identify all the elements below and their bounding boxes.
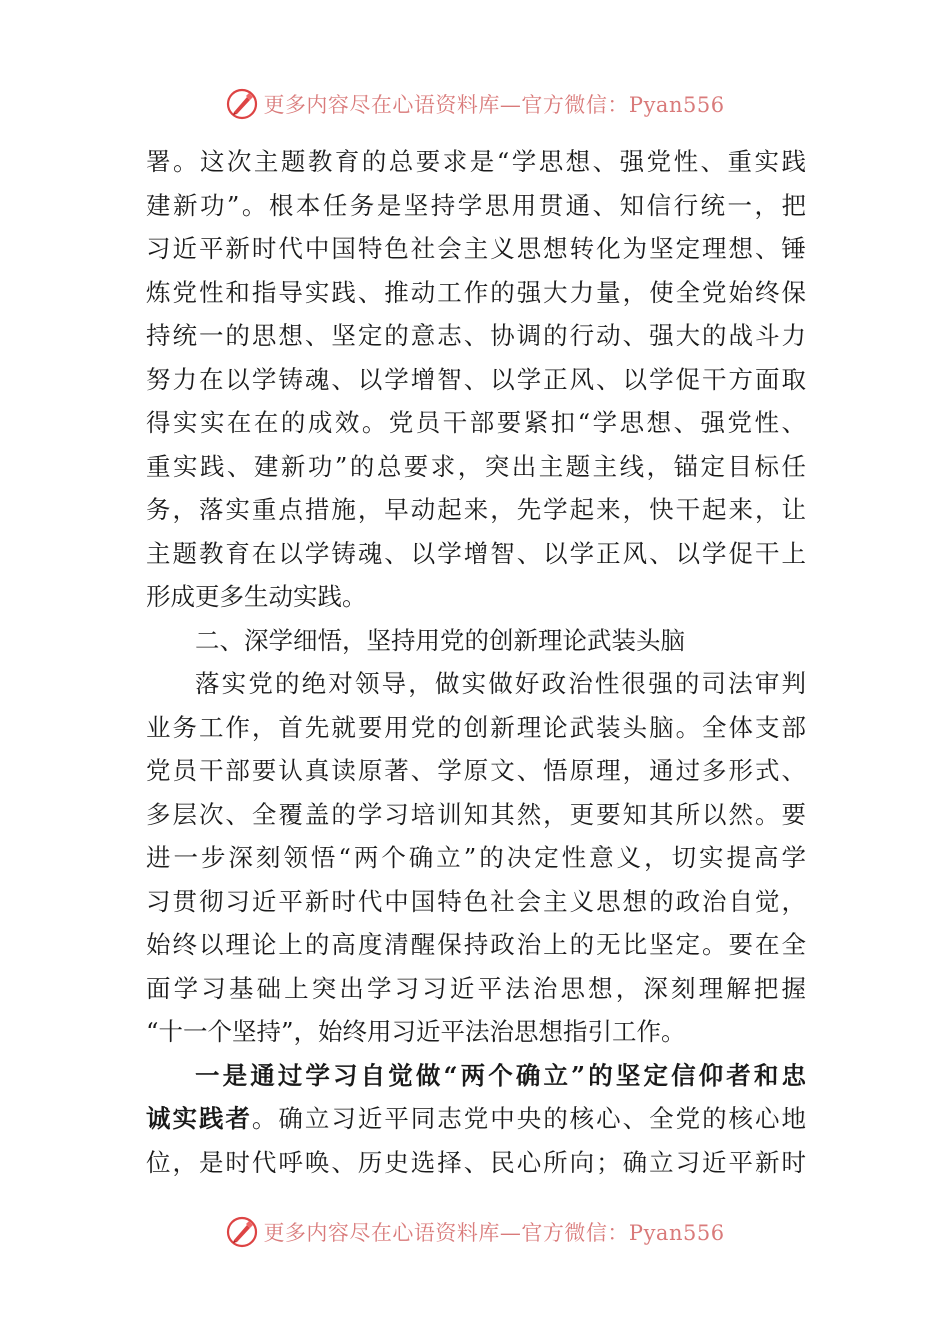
section-heading: 二、深学细悟，坚持用党的创新理论武装头脑 (195, 625, 685, 655)
bold-lead-line: 一是通过学习自觉做“两个确立”的坚定信仰者和忠 (195, 1060, 806, 1090)
text-line: 位，是时代呼唤、历史选择、民心所向；确立习近平新时 (146, 1147, 806, 1177)
footer-banner (0, 1212, 950, 1252)
header-banner (0, 84, 950, 124)
bold-lead-text: 诚实践者 (146, 1104, 252, 1133)
text-line: 建新功”。根本任务是坚持学思用贯通、知信行统一，把 (146, 190, 806, 220)
text-line: 努力在以学铸魂、以学增智、以学正风、以学促干方面取 (146, 364, 806, 394)
text-line: 重实践、建新功”的总要求，突出主题主线，锚定目标任 (146, 451, 806, 481)
text-line: 进一步深刻领悟“两个确立”的决定性意义，切实提高学 (146, 843, 806, 872)
text-line: 形成更多生动实践。 (146, 582, 367, 611)
text-line: 炼党性和指导实践、推动工作的强大力量，使全党始终保 (146, 277, 806, 307)
header-banner-text: 更多内容尽在心语资料库—官方微信：Pyan556 (263, 93, 725, 117)
pen-logo-icon (225, 87, 259, 121)
pen-logo-icon (225, 1215, 259, 1249)
text-line: 持统一的思想、坚定的意志、协调的行动、强大的战斗力 (146, 321, 806, 350)
text-line: 务，落实重点措施，早动起来，先学起来，快干起来，让 (146, 495, 806, 524)
text-line: 党员干部要认真读原著、学原文、悟原理，通过多形式、 (146, 756, 806, 785)
text-line: 面学习基础上突出学习习近平法治思想，深刻理解把握 (146, 973, 806, 1003)
text-line: 习近平新时代中国特色社会主义思想转化为坚定理想、锤 (146, 234, 806, 263)
text-line: 得实实在在的成效。党员干部要紧扣“学思想、强党性、 (146, 408, 806, 437)
text-line: 始终以理论上的高度清醒保持政治上的无比坚定。要在全 (146, 930, 806, 959)
text-line: 署。这次主题教育的总要求是“学思想、强党性、重实践 (146, 147, 806, 176)
text-line: 业务工作，首先就要用党的创新理论武装头脑。全体支部 (146, 712, 806, 742)
text-span: 。确立习近平同志党中央的核心、全党的核心地 (251, 1104, 807, 1133)
text-line: 多层次、全覆盖的学习培训知其然，更要知其所以然。要 (146, 799, 806, 829)
document-body (146, 140, 806, 1184)
text-line: 主题教育在以学铸魂、以学增智、以学正风、以学促干上 (146, 538, 806, 568)
footer-banner-text: 更多内容尽在心语资料库—官方微信：Pyan556 (263, 1221, 725, 1245)
text-line (146, 1097, 806, 1141)
text-line: 习贯彻习近平新时代中国特色社会主义思想的政治自觉， (146, 886, 806, 916)
text-line: 落实党的绝对领导，做实做好政治性很强的司法审判 (195, 669, 806, 698)
text-line: “十一个坚持”，始终用习近平法治思想指引工作。 (146, 1017, 686, 1046)
